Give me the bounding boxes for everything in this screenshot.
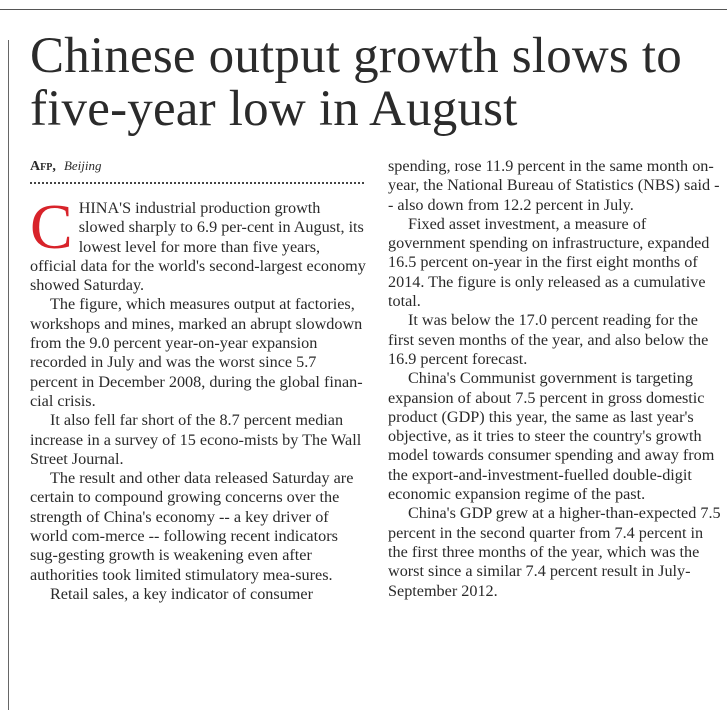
byline-dateline: Beijing [63, 158, 102, 173]
body-paragraph: It also fell far short of the 8.7 percent median increase in a survey of 15 econo-mists by The Wall Street Journal. [30, 411, 362, 468]
column-rule-left [8, 40, 9, 710]
body-paragraph: The figure, which measures output at factories, workshops and mines, marked an abrupt slowdown from the 9.0 percent year-on-year expansion recorded in July and was the worst since 5.7 percent in December 2008, during the global finan-cial crisis. [30, 295, 363, 410]
body-paragraph: The result and other data released Saturday are certain to compound growing concerns over the strength of China's economy -- a key driver of world com-merce -- following recent indicators sug-gesting growth is weakening even after authorities took limited stimulatory mea-sures. [30, 469, 354, 584]
continuation-paragraph: spending, rose 11.9 percent in the same month on-year, the National Bureau of Statistics (NBS) said -- also down from 12.2 percent in July. [388, 157, 720, 214]
body-paragraph: China's Communist government is targeting expansion of about 7.5 percent in gross domestic product (GDP) this year, the same as last year's objective, as it tries to steer the country's growth model towards consumer spending and away from the export-and-investment-fuelled double-digit economic expansion regime of the past. [388, 369, 715, 504]
dotted-divider [30, 182, 364, 184]
lead-text: HINA'S industrial production growth slowed sharply to 6.9 per-cent in August, its lowest level for more than five years, official data for the world's second-largest economy showed Saturday. [30, 199, 366, 295]
lead-paragraph [30, 199, 366, 295]
article-column-right [388, 157, 724, 710]
drop-cap: C [30, 199, 73, 262]
byline [30, 158, 102, 175]
body-paragraph: Fixed asset investment, a measure of government spending on infrastructure, expanded 16.5 percent on-year in the first eight months of 2014. The figure is only released as a cumulative total. [388, 214, 710, 311]
byline-agency: Afp, [30, 159, 56, 174]
body-paragraph: It was below the 17.0 percent reading for the first seven months of the year, and also below the 16.9 percent forecast. [388, 311, 709, 368]
article-column-left [30, 199, 366, 710]
headline: Chinese output growth slows to five-year low in August [30, 28, 682, 137]
body-paragraph: Retail sales, a key indicator of consumer [50, 584, 313, 603]
body-paragraph: China's GDP grew at a higher-than-expected 7.5 percent in the second quarter from 7.4 percent in the first three months of the year, which was the worst since a similar 7.4 percent result in July-September 2012. [388, 504, 721, 600]
top-rule [0, 9, 727, 10]
